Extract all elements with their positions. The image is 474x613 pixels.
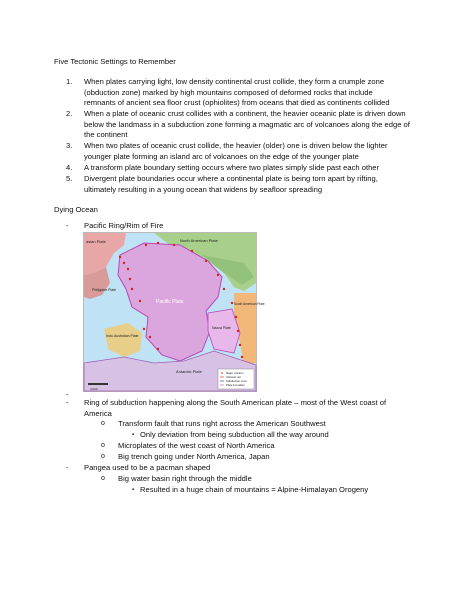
outline-item: Pacific Ring/Rim of Fire [84,221,164,230]
map-label: asian Plate [86,239,106,244]
map-label: Philippine Plate [92,288,117,292]
list-item-line: below the landmass in a subduction zone forming a magmatic arc of volcanoes along the edge of [84,119,410,129]
outline-item-continuation: America [84,408,112,418]
square-marker: ▪ [132,487,135,493]
list-item-line: A transform plate boundary setting occurs where two plates simply slide past each other [84,162,380,172]
list-item-line: When two plates of oceanic crust collide, the heavier (older) one is driven below the lighter [84,141,388,150]
outline-item: Microplates of the west coast of North America [118,441,275,450]
legend-item: Major volcano [226,371,244,375]
dash-marker: - [66,221,69,230]
list-item-line: When a plate of oceanic crust collides with a continent, the heavier oceanic plate is driven down [84,109,406,118]
list-number: 5. [66,174,73,183]
circle-marker: o [101,420,105,427]
list-number: 1. [66,77,73,86]
list-number: 4. [66,162,73,172]
legend-item: Volcanic arc [226,375,242,379]
heading: Five Tectonic Settings to Remember [54,57,176,66]
list-item-line: (obduction zone) marked by high mountains composed of deformed rocks that include [84,87,373,97]
map-graphic [84,233,265,391]
legend-item: Plate boundary [226,383,245,387]
map-label: South American Plate [234,302,265,306]
pacific-ring-of-fire-map [83,232,265,392]
map-label: Nazca Plate [212,326,231,330]
map-scale: 4,000 [90,387,98,391]
dash-marker: - [66,390,69,399]
map-label: North American Plate [180,238,218,243]
list-item-line: younger plate forming an island arc of volcanoes on the edge of the younger plate [84,151,359,161]
outline-item: Resulted in a huge chain of mountains = Alpine-Himalayan Orogeny [140,485,369,494]
outline-item: Only deviation from being subduction all the way around [140,430,329,439]
map-label: Pacific Plate [156,299,184,305]
outline-item: Big trench going under North America, Japan [118,452,270,461]
square-marker: ▪ [132,432,135,438]
outline-item: Big water basin right through the middle [118,474,252,483]
list-item-line: Divergent plate boundaries occur where a continental plate is being torn apart by rifting, [84,174,378,183]
dash-marker: - [66,398,69,407]
list-number: 2. [66,109,73,118]
list-item-line: When plates carrying light, low density continental crust collide, they form a crumple zone [84,77,385,86]
outline-item: Pangea used to be a pacman shaped [84,463,211,472]
list-item-line: remnants of ancient sea floor crust (ophiolites) from oceans that died as continents collided [84,98,390,107]
dash-marker: - [66,463,69,472]
circle-marker: o [101,442,105,449]
list-number: 3. [66,141,73,150]
list-item-line: ultimately resulting in a young ocean that widens by seafloor spreading [84,184,323,194]
map-label: Antarctic Plate [176,369,202,374]
circle-marker: o [101,453,105,460]
map-label: Indo-Australian Plate [106,334,139,338]
section-heading: Dying Ocean [54,205,98,214]
circle-marker: o [101,475,105,482]
list-item-line: the continent [84,130,128,139]
legend-item: Subduction zone [226,379,247,383]
outline-item: Ring of subduction happening along the South American plate – most of the West coast of [84,398,387,407]
outline-item: Transform fault that runs right across the American Southwest [118,419,326,428]
